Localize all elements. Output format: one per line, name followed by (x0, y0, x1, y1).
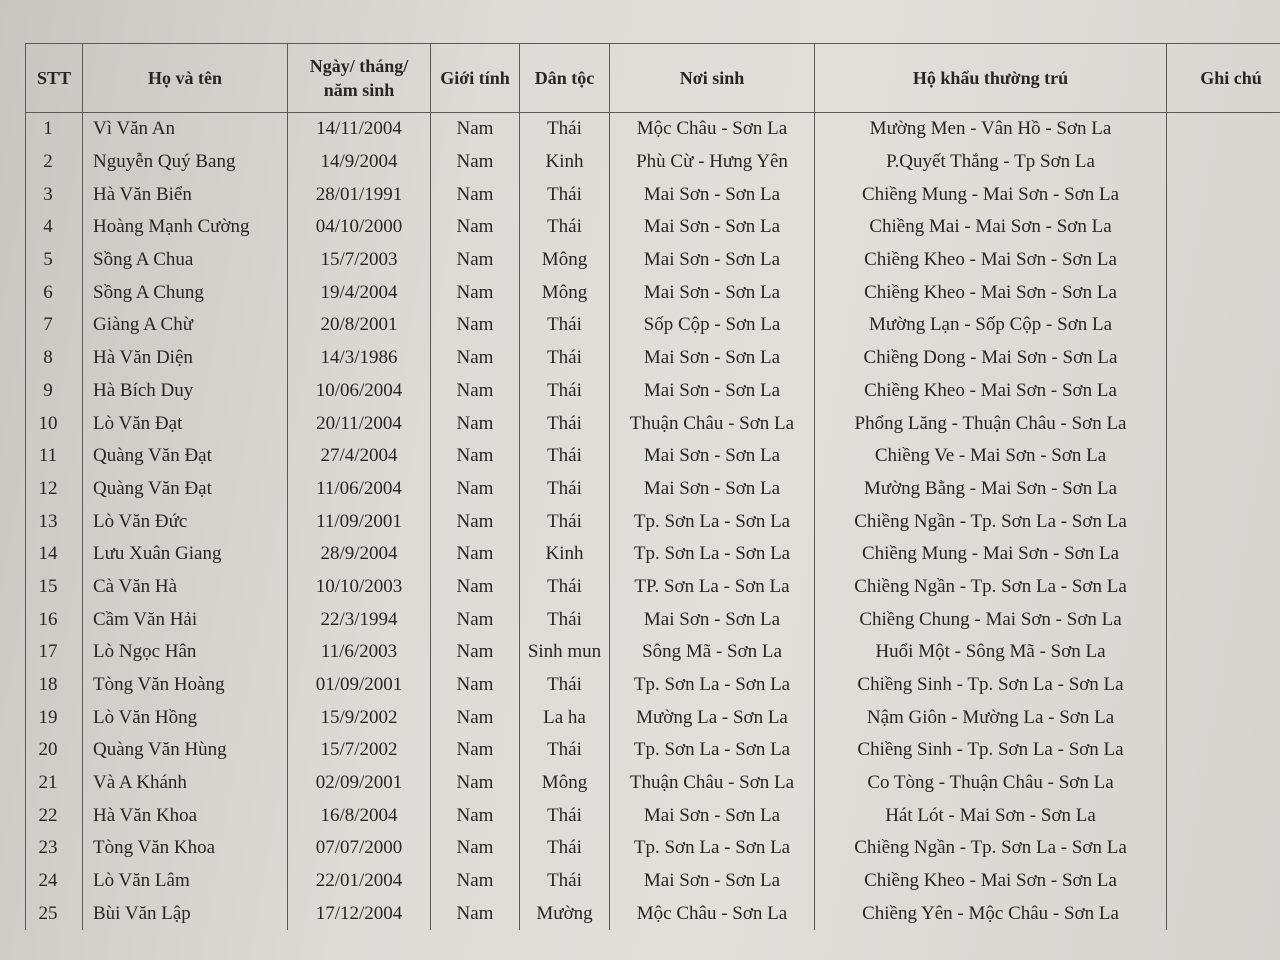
birthplace-cell: Mai Sơn - Sơn La (610, 473, 815, 506)
note-cell (1167, 603, 1280, 636)
ethnicity-cell: Kinh (520, 538, 610, 571)
note-cell (1167, 865, 1280, 898)
birthplace-cell: Mộc Châu - Sơn La (610, 898, 815, 931)
ethnicity-cell: La ha (520, 701, 610, 734)
header-name: Họ và tên (83, 44, 288, 113)
sex-cell: Nam (431, 440, 520, 473)
name-cell: Nguyễn Quý Bang (83, 146, 288, 179)
stt-cell: 25 (26, 898, 83, 931)
stt-cell: 7 (26, 309, 83, 342)
table-row (26, 113, 1280, 146)
ethnicity-cell: Mông (520, 276, 610, 309)
ethnicity-cell: Thái (520, 211, 610, 244)
ethnicity-cell: Thái (520, 113, 610, 146)
table-row (26, 799, 1280, 832)
dob-cell: 15/9/2002 (288, 701, 431, 734)
residence-cell: Chiềng Kheo - Mai Sơn - Sơn La (815, 375, 1167, 408)
stt-cell: 6 (26, 276, 83, 309)
sex-cell: Nam (431, 342, 520, 375)
residence-cell: Chiềng Mung - Mai Sơn - Sơn La (815, 178, 1167, 211)
residence-cell: Co Tòng - Thuận Châu - Sơn La (815, 767, 1167, 800)
student-list-table (25, 43, 1280, 930)
name-cell: Hoàng Mạnh Cường (83, 211, 288, 244)
birthplace-cell: Tp. Sơn La - Sơn La (610, 505, 815, 538)
dob-cell: 28/01/1991 (288, 178, 431, 211)
residence-cell: Chiềng Ngần - Tp. Sơn La - Sơn La (815, 505, 1167, 538)
residence-cell: Mường Bằng - Mai Sơn - Sơn La (815, 473, 1167, 506)
table-row (26, 636, 1280, 669)
header-dob (288, 44, 431, 113)
table-row (26, 375, 1280, 408)
birthplace-cell: Tp. Sơn La - Sơn La (610, 669, 815, 702)
birthplace-cell: TP. Sơn La - Sơn La (610, 571, 815, 604)
note-cell (1167, 734, 1280, 767)
name-cell: Quàng Văn Đạt (83, 440, 288, 473)
stt-cell: 17 (26, 636, 83, 669)
residence-cell: Mường Lạn - Sốp Cộp - Sơn La (815, 309, 1167, 342)
ethnicity-cell: Thái (520, 669, 610, 702)
name-cell: Cầm Văn Hải (83, 603, 288, 636)
sex-cell: Nam (431, 669, 520, 702)
stt-cell: 10 (26, 407, 83, 440)
dob-cell: 01/09/2001 (288, 669, 431, 702)
name-cell: Quàng Văn Hùng (83, 734, 288, 767)
note-cell (1167, 440, 1280, 473)
sex-cell: Nam (431, 473, 520, 506)
residence-cell: Chiềng Dong - Mai Sơn - Sơn La (815, 342, 1167, 375)
name-cell: Bùi Văn Lập (83, 898, 288, 931)
note-cell (1167, 571, 1280, 604)
stt-cell: 23 (26, 832, 83, 865)
table-header (26, 44, 1280, 113)
table-row (26, 734, 1280, 767)
table-row (26, 440, 1280, 473)
name-cell: Hà Bích Duy (83, 375, 288, 408)
name-cell: Hà Văn Khoa (83, 799, 288, 832)
dob-cell: 15/7/2002 (288, 734, 431, 767)
birthplace-cell: Mai Sơn - Sơn La (610, 440, 815, 473)
sex-cell: Nam (431, 178, 520, 211)
birthplace-cell: Tp. Sơn La - Sơn La (610, 538, 815, 571)
sex-cell: Nam (431, 244, 520, 277)
table-row (26, 178, 1280, 211)
header-birthplace: Nơi sinh (610, 44, 815, 113)
sex-cell: Nam (431, 146, 520, 179)
table-row (26, 603, 1280, 636)
stt-cell: 18 (26, 669, 83, 702)
name-cell: Và A Khánh (83, 767, 288, 800)
name-cell: Lưu Xuân Giang (83, 538, 288, 571)
table-row (26, 767, 1280, 800)
table-row (26, 342, 1280, 375)
dob-cell: 20/8/2001 (288, 309, 431, 342)
birthplace-cell: Mai Sơn - Sơn La (610, 603, 815, 636)
stt-cell: 20 (26, 734, 83, 767)
note-cell (1167, 799, 1280, 832)
birthplace-cell: Mai Sơn - Sơn La (610, 244, 815, 277)
ethnicity-cell: Thái (520, 603, 610, 636)
birthplace-cell: Thuận Châu - Sơn La (610, 407, 815, 440)
dob-cell: 22/01/2004 (288, 865, 431, 898)
ethnicity-cell: Thái (520, 799, 610, 832)
dob-cell: 14/3/1986 (288, 342, 431, 375)
dob-cell: 02/09/2001 (288, 767, 431, 800)
birthplace-cell: Mai Sơn - Sơn La (610, 211, 815, 244)
sex-cell: Nam (431, 701, 520, 734)
name-cell: Lò Văn Lâm (83, 865, 288, 898)
residence-cell: Mường Men - Vân Hồ - Sơn La (815, 113, 1167, 146)
birthplace-cell: Mộc Châu - Sơn La (610, 113, 815, 146)
dob-cell: 19/4/2004 (288, 276, 431, 309)
birthplace-cell: Mai Sơn - Sơn La (610, 342, 815, 375)
name-cell: Lò Văn Hồng (83, 701, 288, 734)
residence-cell: Chiềng Sinh - Tp. Sơn La - Sơn La (815, 669, 1167, 702)
note-cell (1167, 375, 1280, 408)
name-cell: Tòng Văn Hoàng (83, 669, 288, 702)
dob-cell: 27/4/2004 (288, 440, 431, 473)
residence-cell: Chiềng Ngần - Tp. Sơn La - Sơn La (815, 832, 1167, 865)
ethnicity-cell: Mông (520, 767, 610, 800)
ethnicity-cell: Thái (520, 865, 610, 898)
ethnicity-cell: Kinh (520, 146, 610, 179)
residence-cell: Chiềng Chung - Mai Sơn - Sơn La (815, 603, 1167, 636)
table-row (26, 211, 1280, 244)
table-row (26, 473, 1280, 506)
stt-cell: 19 (26, 701, 83, 734)
dob-cell: 16/8/2004 (288, 799, 431, 832)
birthplace-cell: Sông Mã - Sơn La (610, 636, 815, 669)
note-cell (1167, 178, 1280, 211)
table-row (26, 276, 1280, 309)
birthplace-cell: Thuận Châu - Sơn La (610, 767, 815, 800)
stt-cell: 8 (26, 342, 83, 375)
dob-cell: 10/10/2003 (288, 571, 431, 604)
sex-cell: Nam (431, 407, 520, 440)
note-cell (1167, 146, 1280, 179)
table-row (26, 898, 1280, 931)
sex-cell: Nam (431, 898, 520, 931)
header-note: Ghi chú (1167, 44, 1280, 113)
stt-cell: 4 (26, 211, 83, 244)
sex-cell: Nam (431, 211, 520, 244)
table-row (26, 309, 1280, 342)
stt-cell: 11 (26, 440, 83, 473)
birthplace-cell: Mường La - Sơn La (610, 701, 815, 734)
ethnicity-cell: Thái (520, 309, 610, 342)
ethnicity-cell: Thái (520, 407, 610, 440)
stt-cell: 9 (26, 375, 83, 408)
residence-cell: Chiềng Ngần - Tp. Sơn La - Sơn La (815, 571, 1167, 604)
note-cell (1167, 636, 1280, 669)
header-dob-line2: năm sinh (323, 80, 395, 100)
header-residence: Hộ khẩu thường trú (815, 44, 1167, 113)
note-cell (1167, 538, 1280, 571)
birthplace-cell: Mai Sơn - Sơn La (610, 799, 815, 832)
ethnicity-cell: Thái (520, 473, 610, 506)
sex-cell: Nam (431, 375, 520, 408)
dob-cell: 11/06/2004 (288, 473, 431, 506)
name-cell: Lò Ngọc Hân (83, 636, 288, 669)
residence-cell: P.Quyết Thắng - Tp Sơn La (815, 146, 1167, 179)
name-cell: Lò Văn Đạt (83, 407, 288, 440)
note-cell (1167, 701, 1280, 734)
note-cell (1167, 669, 1280, 702)
name-cell: Hà Văn Biển (83, 178, 288, 211)
birthplace-cell: Mai Sơn - Sơn La (610, 375, 815, 408)
sex-cell: Nam (431, 636, 520, 669)
residence-cell: Huổi Một - Sông Mã - Sơn La (815, 636, 1167, 669)
dob-cell: 11/6/2003 (288, 636, 431, 669)
residence-cell: Chiềng Mung - Mai Sơn - Sơn La (815, 538, 1167, 571)
table-row (26, 407, 1280, 440)
name-cell: Lò Văn Đức (83, 505, 288, 538)
note-cell (1167, 473, 1280, 506)
ethnicity-cell: Thái (520, 832, 610, 865)
stt-cell: 16 (26, 603, 83, 636)
stt-cell: 3 (26, 178, 83, 211)
sex-cell: Nam (431, 767, 520, 800)
table-row (26, 832, 1280, 865)
dob-cell: 17/12/2004 (288, 898, 431, 931)
birthplace-cell: Tp. Sơn La - Sơn La (610, 832, 815, 865)
dob-cell: 10/06/2004 (288, 375, 431, 408)
dob-cell: 28/9/2004 (288, 538, 431, 571)
table-row (26, 538, 1280, 571)
sex-cell: Nam (431, 734, 520, 767)
stt-cell: 12 (26, 473, 83, 506)
dob-cell: 07/07/2000 (288, 832, 431, 865)
residence-cell: Chiềng Kheo - Mai Sơn - Sơn La (815, 276, 1167, 309)
ethnicity-cell: Mường (520, 898, 610, 931)
dob-cell: 14/9/2004 (288, 146, 431, 179)
table-row (26, 571, 1280, 604)
sex-cell: Nam (431, 309, 520, 342)
note-cell (1167, 767, 1280, 800)
ethnicity-cell: Thái (520, 571, 610, 604)
birthplace-cell: Mai Sơn - Sơn La (610, 865, 815, 898)
birthplace-cell: Tp. Sơn La - Sơn La (610, 734, 815, 767)
stt-cell: 13 (26, 505, 83, 538)
dob-cell: 15/7/2003 (288, 244, 431, 277)
note-cell (1167, 276, 1280, 309)
dob-cell: 20/11/2004 (288, 407, 431, 440)
stt-cell: 24 (26, 865, 83, 898)
stt-cell: 2 (26, 146, 83, 179)
name-cell: Cà Văn Hà (83, 571, 288, 604)
name-cell: Sồng A Chua (83, 244, 288, 277)
table-row (26, 865, 1280, 898)
ethnicity-cell: Thái (520, 734, 610, 767)
sex-cell: Nam (431, 832, 520, 865)
sex-cell: Nam (431, 276, 520, 309)
header-sex: Giới tính (431, 44, 520, 113)
header-stt: STT (26, 44, 83, 113)
note-cell (1167, 113, 1280, 146)
ethnicity-cell: Thái (520, 505, 610, 538)
stt-cell: 14 (26, 538, 83, 571)
table-row (26, 146, 1280, 179)
sex-cell: Nam (431, 538, 520, 571)
ethnicity-cell: Thái (520, 342, 610, 375)
note-cell (1167, 832, 1280, 865)
header-ethnicity: Dân tộc (520, 44, 610, 113)
note-cell (1167, 407, 1280, 440)
birthplace-cell: Sốp Cộp - Sơn La (610, 309, 815, 342)
residence-cell: Chiềng Ve - Mai Sơn - Sơn La (815, 440, 1167, 473)
note-cell (1167, 342, 1280, 375)
birthplace-cell: Phù Cừ - Hưng Yên (610, 146, 815, 179)
residence-cell: Chiềng Yên - Mộc Châu - Sơn La (815, 898, 1167, 931)
sex-cell: Nam (431, 799, 520, 832)
name-cell: Tòng Văn Khoa (83, 832, 288, 865)
dob-cell: 14/11/2004 (288, 113, 431, 146)
note-cell (1167, 211, 1280, 244)
residence-cell: Chiềng Mai - Mai Sơn - Sơn La (815, 211, 1167, 244)
residence-cell: Chiềng Kheo - Mai Sơn - Sơn La (815, 865, 1167, 898)
table-row (26, 244, 1280, 277)
header-dob-line1: Ngày/ tháng/ (309, 56, 409, 76)
sex-cell: Nam (431, 865, 520, 898)
dob-cell: 11/09/2001 (288, 505, 431, 538)
ethnicity-cell: Thái (520, 440, 610, 473)
sex-cell: Nam (431, 505, 520, 538)
stt-cell: 1 (26, 113, 83, 146)
name-cell: Quàng Văn Đạt (83, 473, 288, 506)
birthplace-cell: Mai Sơn - Sơn La (610, 276, 815, 309)
name-cell: Hà Văn Diện (83, 342, 288, 375)
residence-cell: Phổng Lăng - Thuận Châu - Sơn La (815, 407, 1167, 440)
table-body (26, 113, 1280, 931)
residence-cell: Chiềng Kheo - Mai Sơn - Sơn La (815, 244, 1167, 277)
dob-cell: 04/10/2000 (288, 211, 431, 244)
name-cell: Vì Văn An (83, 113, 288, 146)
residence-cell: Chiềng Sinh - Tp. Sơn La - Sơn La (815, 734, 1167, 767)
ethnicity-cell: Sinh mun (520, 636, 610, 669)
ethnicity-cell: Thái (520, 178, 610, 211)
stt-cell: 22 (26, 799, 83, 832)
ethnicity-cell: Mông (520, 244, 610, 277)
stt-cell: 5 (26, 244, 83, 277)
sex-cell: Nam (431, 603, 520, 636)
note-cell (1167, 505, 1280, 538)
table-row (26, 669, 1280, 702)
name-cell: Giàng A Chừ (83, 309, 288, 342)
table-row (26, 505, 1280, 538)
sex-cell: Nam (431, 571, 520, 604)
table-row (26, 701, 1280, 734)
dob-cell: 22/3/1994 (288, 603, 431, 636)
birthplace-cell: Mai Sơn - Sơn La (610, 178, 815, 211)
residence-cell: Nậm Giôn - Mường La - Sơn La (815, 701, 1167, 734)
note-cell (1167, 898, 1280, 931)
header-row (26, 44, 1280, 113)
stt-cell: 15 (26, 571, 83, 604)
stt-cell: 21 (26, 767, 83, 800)
residence-cell: Hát Lót - Mai Sơn - Sơn La (815, 799, 1167, 832)
name-cell: Sồng A Chung (83, 276, 288, 309)
note-cell (1167, 309, 1280, 342)
note-cell (1167, 244, 1280, 277)
ethnicity-cell: Thái (520, 375, 610, 408)
sex-cell: Nam (431, 113, 520, 146)
